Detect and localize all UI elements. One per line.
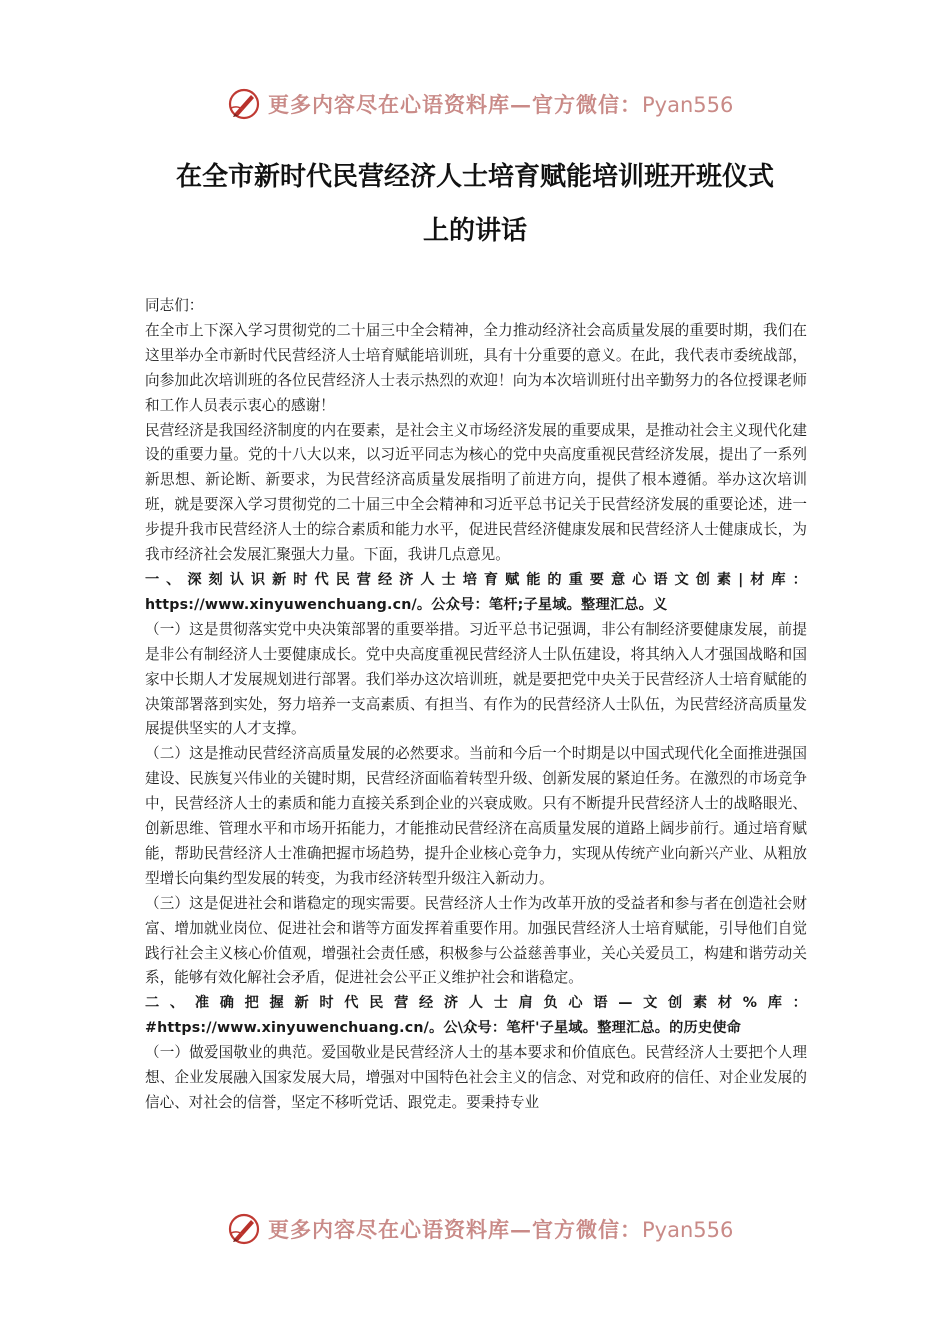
banner-text: 更多内容尽在心语资料库—官方微信：Pyan556 (268, 1217, 734, 1242)
salutation: 同志们： (145, 297, 204, 314)
paragraph: （二）这是推动民营经济高质量发展的必然要求。当前和今后一个时期是以中国式现代化全面推进强国建设、民族复兴伟业的关键时期，民营经济面临着转型升级、创新发展的紧迫任务。在激烈的市场竞争中，民营经济人士的素质和能力直接关系到企业的兴衰成败。只有不断提升民营经济人士的战略眼光、创新思维、管理水平和市场开拓能力，才能推动民营经济在高质量发展的道路上阔步前行。通过培育赋能，帮助民营经济人士准确把握市场趋势，提升企业核心竞争力，实现从传统产业向新兴产业、从粗放型增长向集约型发展的转变，为我市经济转型升级注入新动力。 (145, 745, 807, 887)
wechat-id: Pyan556 (642, 1218, 734, 1242)
banner-text: 更多内容尽在心语资料库—官方微信：Pyan556 (268, 92, 734, 117)
title-line-2: 上的讲话 (422, 216, 527, 246)
section-heading-1: 一、深刻认识新时代民营经济人士培育赋能的重要意心语文创素|材库：https://www.xinyuwenchuang.cn/。公众号：笔杆;子星域。整理汇总。义 (145, 571, 807, 613)
pen-logo-icon (226, 86, 262, 122)
paragraph: 在全市上下深入学习贯彻党的二十届三中全会精神，全力推动经济社会高质量发展的重要时期，我们在这里举办全市新时代民营经济人士培育赋能培训班，具有十分重要的意义。在此，我代表市委统战部，向参加此次培训班的各位民营经济人士表示热烈的欢迎！向为本次培训班付出辛勤努力的各位授课老师和工作人员表示衷心的感谢！ (145, 321, 807, 414)
footer-banner (0, 1207, 950, 1251)
paragraph: （一）做爱国敬业的典范。爱国敬业是民营经济人士的基本要求和价值底色。民营经济人士要把个人理想、企业发展融入国家发展大局，增强对中国特色社会主义的信念、对党和政府的信任、对企业发展的信心、对社会的信誉，坚定不移听党话、跟党走。要秉持专业 (145, 1044, 807, 1111)
document-body (145, 294, 807, 1116)
section-heading-2: 二、准确把握新时代民营经济人士肩负心语—文创素材%库：#https://www.xinyuwenchuang.cn/。公\众号：笔杆'子星域。整理汇总。的历史使命 (145, 995, 807, 1037)
wechat-id: Pyan556 (642, 93, 734, 117)
header-banner (0, 82, 950, 126)
page-title (145, 150, 805, 258)
pen-logo-icon (226, 1211, 262, 1247)
title-line-1: 在全市新时代民营经济人士培育赋能培训班开班仪式 (175, 162, 774, 192)
paragraph: 民营经济是我国经济制度的内在要素，是社会主义市场经济发展的重要成果，是推动社会主义现代化建设的重要力量。党的十八大以来，以习近平同志为核心的党中央高度重视民营经济发展，提出了一系列新思想、新论断、新要求，为民营经济高质量发展指明了前进方向，提供了根本遵循。举办这次培训班，就是要深入学习贯彻党的二十届三中全会精神和习近平总书记关于民营经济发展的重要论述，进一步提升我市民营经济人士的综合素质和能力水平，促进民营经济健康发展和民营经济人士健康成长，为我市经济社会发展汇聚强大力量。下面，我讲几点意见。 (145, 421, 807, 564)
paragraph: （一）这是贯彻落实党中央决策部署的重要举措。习近平总书记强调，非公有制经济要健康发展，前提是非公有制经济人士要健康成长。党中央高度重视民营经济人士队伍建设，将其纳入人才强国战略和国家中长期人才发展规划进行部署。我们举办这次培训班，就是要把党中央关于民营经济人士培育赋能的决策部署落到实处，努力培养一支高素质、有担当、有作为的民营经济人士队伍，为民营经济高质量发展提供坚实的人才支撑。 (145, 620, 807, 738)
paragraph: （三）这是促进社会和谐稳定的现实需要。民营经济人士作为改革开放的受益者和参与者在创造社会财富、增加就业岗位、促进社会和谐等方面发挥着重要作用。加强民营经济人士培育赋能，引导他们自觉践行社会主义核心价值观，增强社会责任感，积极参与公益慈善事业，关心关爱员工，构建和谐劳动关系，能够有效化解社会矛盾，促进社会公平正义维护社会和谐稳定。 (145, 894, 807, 987)
